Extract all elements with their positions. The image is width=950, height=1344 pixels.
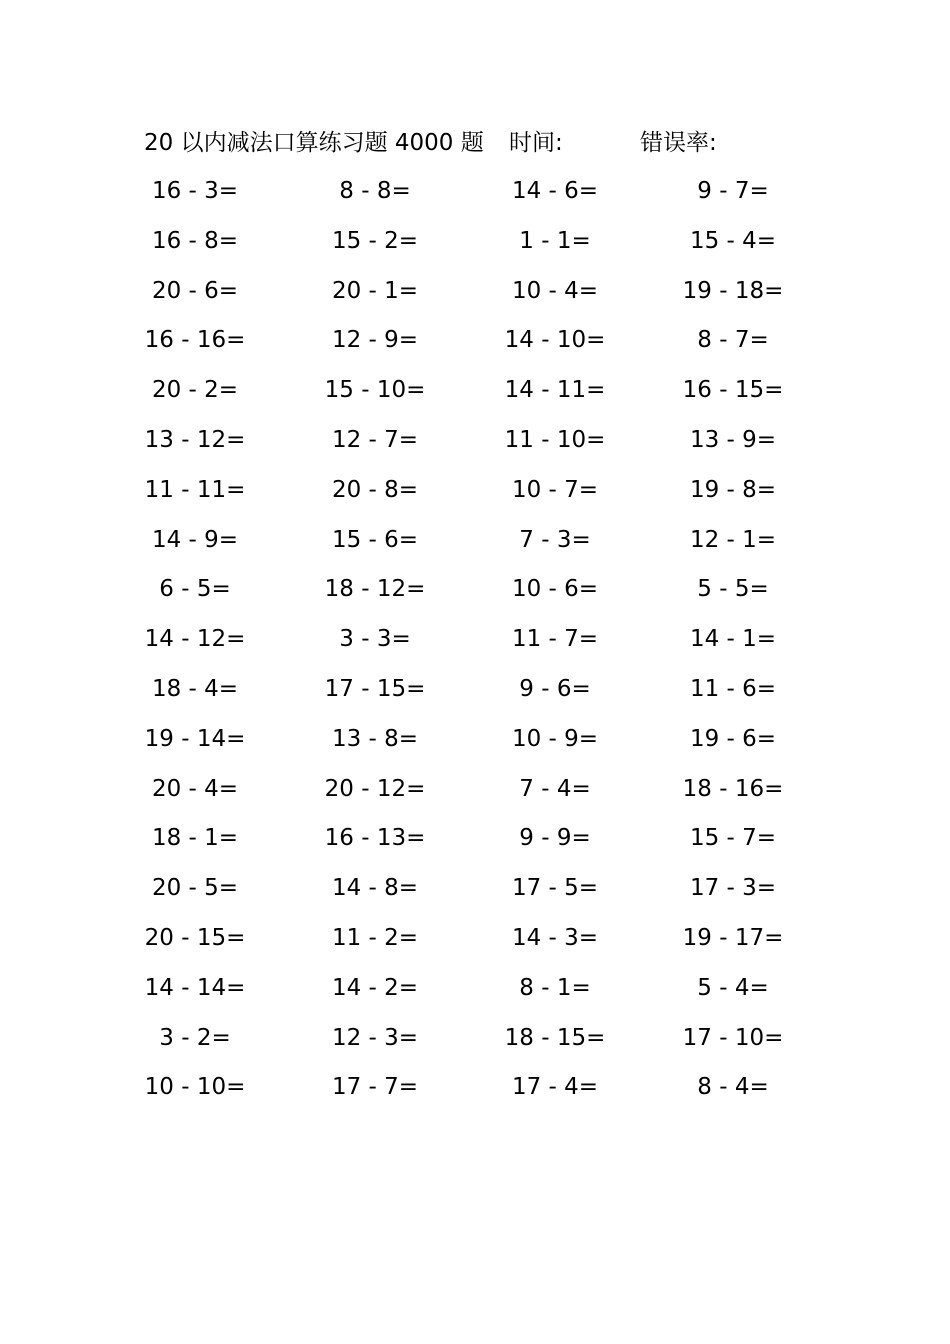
- problem-item: 19 - 17=: [682, 924, 784, 951]
- problem-row: [0, 523, 950, 573]
- problem-item: 10 - 7=: [511, 476, 599, 503]
- problem-item: 12 - 7=: [331, 426, 419, 453]
- problem-item: 7 - 3=: [519, 526, 591, 553]
- problem-item: 20 - 2=: [151, 377, 239, 404]
- problem-item: 14 - 12=: [144, 626, 246, 653]
- problem-item: 3 - 2=: [159, 1024, 231, 1051]
- problem-row: [0, 174, 950, 224]
- problem-item: 10 - 6=: [511, 576, 599, 603]
- problem-item: 15 - 7=: [689, 825, 777, 852]
- problem-item: 14 - 3=: [511, 924, 599, 951]
- problem-row: [0, 274, 950, 324]
- problem-item: 17 - 7=: [331, 1074, 419, 1101]
- problem-item: 11 - 6=: [689, 675, 777, 702]
- problem-row: [0, 1070, 950, 1120]
- problem-item: 14 - 1=: [689, 626, 777, 653]
- problem-item: 15 - 6=: [331, 526, 419, 553]
- problem-item: 17 - 5=: [511, 875, 599, 902]
- problem-item: 18 - 1=: [151, 825, 239, 852]
- problem-item: 1 - 1=: [519, 227, 591, 254]
- problem-row: [0, 821, 950, 871]
- problem-item: 12 - 1=: [689, 526, 777, 553]
- problem-grid: [0, 174, 950, 1120]
- problem-item: 17 - 15=: [324, 675, 426, 702]
- problem-item: 16 - 15=: [682, 377, 784, 404]
- problem-row: [0, 323, 950, 373]
- problem-item: 14 - 8=: [331, 875, 419, 902]
- problem-item: 18 - 15=: [504, 1024, 606, 1051]
- problem-item: 20 - 8=: [331, 476, 419, 503]
- problem-item: 14 - 6=: [511, 178, 599, 204]
- worksheet-header: [0, 126, 950, 160]
- problem-item: 6 - 5=: [159, 576, 231, 603]
- problem-row: [0, 572, 950, 622]
- problem-item: 20 - 12=: [324, 775, 426, 802]
- problem-item: 10 - 4=: [511, 277, 599, 304]
- problem-item: 18 - 4=: [151, 675, 239, 702]
- problem-item: 15 - 2=: [331, 227, 419, 254]
- problem-item: 19 - 14=: [144, 725, 246, 752]
- problem-item: 8 - 8=: [339, 178, 411, 204]
- problem-item: 14 - 9=: [151, 526, 239, 553]
- problem-item: 13 - 12=: [144, 426, 246, 453]
- problem-item: 14 - 2=: [331, 974, 419, 1001]
- problem-item: 17 - 4=: [511, 1074, 599, 1101]
- problem-item: 17 - 10=: [682, 1024, 784, 1051]
- problem-item: 11 - 10=: [504, 426, 606, 453]
- problem-item: 20 - 4=: [151, 775, 239, 802]
- problem-row: [0, 224, 950, 274]
- problem-row: [0, 722, 950, 772]
- problem-item: 16 - 3=: [151, 178, 239, 204]
- problem-item: 19 - 8=: [689, 476, 777, 503]
- problem-item: 12 - 9=: [331, 327, 419, 354]
- problem-item: 8 - 4=: [697, 1074, 769, 1101]
- problem-item: 11 - 7=: [511, 626, 599, 653]
- problem-row: [0, 672, 950, 722]
- problem-item: 12 - 3=: [331, 1024, 419, 1051]
- problem-item: 16 - 8=: [151, 227, 239, 254]
- problem-item: 20 - 15=: [144, 924, 246, 951]
- problem-item: 19 - 6=: [689, 725, 777, 752]
- problem-item: 14 - 14=: [144, 974, 246, 1001]
- problem-item: 16 - 16=: [144, 327, 246, 354]
- problem-item: 16 - 13=: [324, 825, 426, 852]
- problem-item: 3 - 3=: [339, 626, 411, 653]
- problem-row: [0, 971, 950, 1021]
- problem-item: 17 - 3=: [689, 875, 777, 902]
- worksheet-title: 20 以内减法口算练习题 4000 题: [144, 130, 484, 156]
- problem-item: 14 - 11=: [504, 377, 606, 404]
- problem-item: 13 - 8=: [331, 725, 419, 752]
- problem-item: 18 - 16=: [682, 775, 784, 802]
- problem-item: 5 - 5=: [697, 576, 769, 603]
- problem-row: [0, 423, 950, 473]
- problem-row: [0, 622, 950, 672]
- problem-item: 11 - 11=: [144, 476, 246, 503]
- problem-item: 13 - 9=: [689, 426, 777, 453]
- problem-row: [0, 373, 950, 423]
- problem-item: 20 - 5=: [151, 875, 239, 902]
- problem-row: [0, 473, 950, 523]
- problem-item: 10 - 10=: [144, 1074, 246, 1101]
- problem-item: 9 - 9=: [519, 825, 591, 852]
- problem-item: 20 - 6=: [151, 277, 239, 304]
- problem-item: 18 - 12=: [324, 576, 426, 603]
- problem-row: [0, 772, 950, 822]
- error-rate-label: 错误率:: [640, 130, 717, 156]
- problem-item: 14 - 10=: [504, 327, 606, 354]
- problem-item: 7 - 4=: [519, 775, 591, 802]
- problem-item: 10 - 9=: [511, 725, 599, 752]
- time-label: 时间:: [509, 130, 563, 156]
- problem-row: [0, 1021, 950, 1071]
- problem-row: [0, 871, 950, 921]
- problem-item: 15 - 4=: [689, 227, 777, 254]
- problem-item: 8 - 1=: [519, 974, 591, 1001]
- problem-item: 11 - 2=: [331, 924, 419, 951]
- problem-item: 9 - 6=: [519, 675, 591, 702]
- problem-item: 8 - 7=: [697, 327, 769, 354]
- problem-item: 15 - 10=: [324, 377, 426, 404]
- problem-item: 5 - 4=: [697, 974, 769, 1001]
- problem-item: 9 - 7=: [697, 178, 769, 204]
- problem-item: 19 - 18=: [682, 277, 784, 304]
- problem-row: [0, 921, 950, 971]
- problem-item: 20 - 1=: [331, 277, 419, 304]
